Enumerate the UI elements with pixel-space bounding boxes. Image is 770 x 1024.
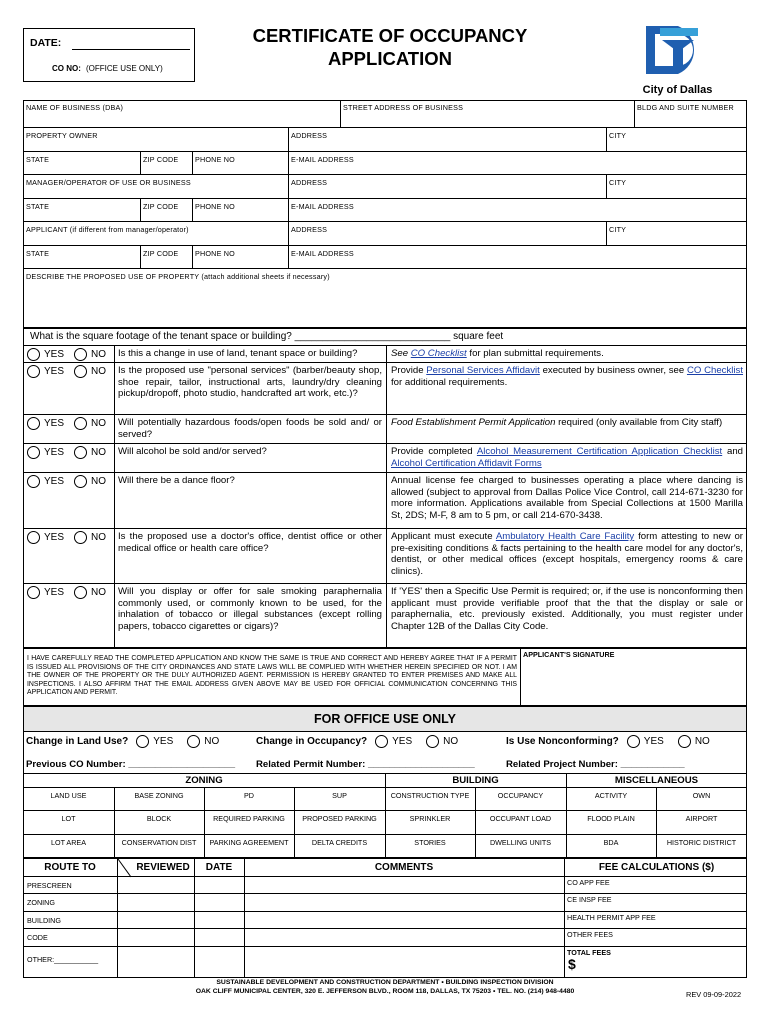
office-cell[interactable]: REQUIRED PARKING xyxy=(213,814,285,823)
route-to-header: ROUTE TO xyxy=(44,862,96,873)
applicant-signature-field[interactable]: APPLICANT'S SIGNATURE xyxy=(523,650,615,659)
route-row-label: BUILDING xyxy=(27,916,61,925)
q6-yes-radio[interactable] xyxy=(27,531,40,544)
q3-question: Will potentially hazardous foods/open foods be sold and/ or served? xyxy=(118,417,382,440)
route-row-label: CODE xyxy=(27,933,48,942)
q1-yes-no: YES NO xyxy=(27,348,106,361)
date-field[interactable] xyxy=(72,49,190,50)
office-cell[interactable]: LOT xyxy=(61,814,76,823)
fee-row-divider xyxy=(564,946,747,947)
q4-question: Will alcohol be sold and/or served? xyxy=(118,446,267,457)
office-cell[interactable]: BASE ZONING xyxy=(134,791,184,800)
office-cell[interactable]: SUP xyxy=(332,791,347,800)
q5-yes-radio[interactable] xyxy=(27,475,40,488)
q5-question: Will there be a dance floor? xyxy=(118,475,235,486)
co-no-label: CO NO: xyxy=(52,64,81,73)
office-cell[interactable]: ACTIVITY xyxy=(594,791,628,800)
route-row-divider xyxy=(23,928,564,929)
sqft-question[interactable]: What is the square footage of the tenant space or building? ____________________________ square feet xyxy=(30,331,504,342)
applicant-address-field[interactable]: ADDRESS xyxy=(291,225,328,234)
office-cell[interactable]: PARKING AGREEMENT xyxy=(209,838,289,847)
q2-question: Is the proposed use "personal services" (barber/beauty shop, shoe repair, tailor, instructional arts, laundry/dry cleaning pickup/dropoff, photo studio, handcrafted art work, etc.)? xyxy=(118,365,382,400)
q4-yes-radio[interactable] xyxy=(27,446,40,459)
title-line-1: CERTIFICATE OF OCCUPANCY xyxy=(252,25,528,46)
q6-no-radio[interactable] xyxy=(74,531,87,544)
q7-requirement: If 'YES' then a Specific Use Permit is required; or, if the use is nonconforming then applicant must provide verifiable proof that the that the display or sale or paraphernalia, etc. previously existed. Additionally, you must register under Chapter 12B of the Dallas City Code. xyxy=(391,586,743,632)
owner-state-field[interactable]: STATE xyxy=(26,155,50,164)
applicant-field[interactable]: APPLICANT (if different from manager/operator) xyxy=(26,225,189,234)
applicant-state-field[interactable]: STATE xyxy=(26,249,50,258)
applicant-email-field[interactable]: E-MAIL ADDRESS xyxy=(291,249,354,258)
misc-header: MISCELLANEOUS xyxy=(614,775,699,786)
street-address-field[interactable]: STREET ADDRESS OF BUSINESS xyxy=(343,103,464,112)
business-name-field[interactable]: NAME OF BUSINESS (DBA) xyxy=(26,103,124,112)
office-cell[interactable]: LOT AREA xyxy=(50,838,87,847)
q1-no-radio[interactable] xyxy=(74,348,87,361)
q4-requirement: Provide completed Alcohol Measurement Certification Application Checklist and Alcohol Certification Affidavit Forms xyxy=(391,446,743,469)
q1-yes-radio[interactable] xyxy=(27,348,40,361)
fee-label[interactable]: CO APP FEE xyxy=(567,878,610,887)
route-row-label: ZONING xyxy=(27,898,55,907)
footer-line-1: SUSTAINABLE DEVELOPMENT AND CONSTRUCTION DEPARTMENT • BUILDING INSPECTION DIVISION xyxy=(216,979,554,986)
manager-address-field[interactable]: ADDRESS xyxy=(291,178,328,187)
q3-yes-no: YES NO xyxy=(27,417,106,430)
office-cell[interactable]: DWELLING UNITS xyxy=(489,838,552,847)
route-row-divider xyxy=(23,893,564,894)
fee-calc-header: FEE CALCULATIONS ($) xyxy=(598,862,715,873)
route-row-divider xyxy=(23,911,564,912)
q1-question: Is this a change in use of land, tenant space or building? xyxy=(118,348,358,359)
office-cell[interactable]: FLOOD PLAIN xyxy=(587,814,635,823)
q6-requirement: Applicant must execute Ambulatory Health Care Facility form attesting to new or pre-exisiting conditions & facts pertaining to the health care model for any doctor's, dentist, or other medical offices (except hospitals, emergency rooms & care clinics). xyxy=(391,531,743,577)
q5-no-radio[interactable] xyxy=(74,475,87,488)
office-cell[interactable]: PROPOSED PARKING xyxy=(302,814,377,823)
change-land-use: Change in Land Use? YES NO xyxy=(26,736,220,747)
office-cell[interactable]: CONSTRUCTION TYPE xyxy=(390,791,470,800)
alcohol-checklist-link[interactable]: Alcohol Measurement Certification Application Checklist xyxy=(476,446,723,457)
q5-yes-no: YES NO xyxy=(27,475,106,488)
building-header: BUILDING xyxy=(452,775,499,786)
q5-requirement: Annual license fee charged to businesses operating a place where dancing is allowed (subject to approval from Dallas Police Vice Control, call 214-671-3230 for more information. Applications available from Special Collections at 1500 Marilla St, 2DS; M-F, 8 am to 5 pm, or call 214-670-3438. xyxy=(391,475,743,521)
office-cell[interactable]: PD xyxy=(244,791,254,800)
office-cell[interactable]: DELTA CREDITS xyxy=(311,838,368,847)
q1-requirement: See CO Checklist for plan submittal requirements. xyxy=(391,348,604,359)
manager-email-field[interactable]: E-MAIL ADDRESS xyxy=(291,202,354,211)
q7-no-radio[interactable] xyxy=(74,586,87,599)
personal-services-affidavit-link[interactable]: Personal Services Affidavit xyxy=(426,365,540,376)
nonconforming-no-radio[interactable] xyxy=(678,735,691,748)
related-permit-number[interactable]: Related Permit Number: ____________________ xyxy=(256,759,475,770)
applicant-city-field[interactable]: CITY xyxy=(609,225,627,234)
fee-label[interactable]: CE INSP FEE xyxy=(567,895,612,904)
date-label: DATE: xyxy=(30,37,62,49)
applicant-phone-field[interactable]: PHONE NO xyxy=(195,249,235,258)
logo-text: City of Dallas xyxy=(642,84,713,96)
office-cell[interactable]: CONSERVATION DIST xyxy=(121,838,197,847)
office-cell[interactable]: HISTORIC DISTRICT xyxy=(666,838,737,847)
q2-yes-radio[interactable] xyxy=(27,365,40,378)
owner-address-field[interactable]: ADDRESS xyxy=(291,131,328,140)
revision-date: REV 09-09-2022 xyxy=(686,990,742,999)
manager-field[interactable]: MANAGER/OPERATOR OF USE OR BUSINESS xyxy=(26,178,191,187)
change-land-no-radio[interactable] xyxy=(187,735,200,748)
fee-row-divider xyxy=(564,876,747,877)
q3-yes-radio[interactable] xyxy=(27,417,40,430)
fee-row-divider xyxy=(564,893,747,894)
office-cell[interactable]: OCCUPANCY xyxy=(497,791,544,800)
owner-city-field[interactable]: CITY xyxy=(609,131,627,140)
q4-yes-no: YES NO xyxy=(27,446,106,459)
manager-city-field[interactable]: CITY xyxy=(609,178,627,187)
owner-email-field[interactable]: E-MAIL ADDRESS xyxy=(291,155,354,164)
fee-row-divider xyxy=(564,911,747,912)
alcohol-affidavit-link[interactable]: Alcohol Certification Affidavit Forms xyxy=(391,457,542,469)
change-occupancy: Change in Occupancy? YES NO xyxy=(256,736,459,747)
zoning-header: ZONING xyxy=(185,775,223,786)
fee-label[interactable]: HEALTH PERMIT APP FEE xyxy=(567,913,656,922)
office-cell[interactable]: STORIES xyxy=(414,838,446,847)
co-checklist-link[interactable]: CO Checklist xyxy=(410,348,467,359)
bldg-suite-field[interactable]: BLDG AND SUITE NUMBER xyxy=(637,103,734,112)
change-occ-no-radio[interactable] xyxy=(426,735,439,748)
change-land-yes-radio[interactable] xyxy=(136,735,149,748)
owner-zip-field[interactable]: ZIP CODE xyxy=(143,155,179,164)
office-cell[interactable]: AIRPORT xyxy=(685,814,718,823)
office-cell[interactable]: OCCUPANT LOAD xyxy=(489,814,552,823)
q3-no-radio[interactable] xyxy=(74,417,87,430)
office-cell[interactable]: BDA xyxy=(603,838,619,847)
q2-yes-no: YES NO xyxy=(27,365,106,378)
q7-question: Will you display or offer for sale smoking paraphernalia commonly used, or commonly known to be used, for the inhalation of tobacco or illegal substances (except rolling papers, tobacco cigarettes or cigars)? xyxy=(118,586,382,632)
use-nonconforming: Is Use Nonconforming? YES NO xyxy=(506,736,710,747)
title-line-2: APPLICATION xyxy=(327,48,453,69)
dallas-d-logo-icon xyxy=(640,22,715,78)
office-cell[interactable]: SPRINKLER xyxy=(409,814,451,823)
date-header: DATE xyxy=(205,862,233,873)
fee-label[interactable]: TOTAL FEES xyxy=(567,948,611,957)
office-cell[interactable]: LAND USE xyxy=(50,791,87,800)
manager-zip-field[interactable]: ZIP CODE xyxy=(143,202,179,211)
q2-no-radio[interactable] xyxy=(74,365,87,378)
co-checklist-link-2[interactable]: CO Checklist xyxy=(686,365,744,376)
q2-requirement: Provide Personal Services Affidavit executed by business owner, see CO Checklist for additional requirements. xyxy=(391,365,744,388)
reviewed-slash-icon xyxy=(117,858,133,878)
fee-row-divider xyxy=(564,928,747,929)
fee-label[interactable]: OTHER FEES xyxy=(567,930,613,939)
route-row-divider xyxy=(23,946,564,947)
reviewed-header: REVIEWED xyxy=(136,862,190,873)
footer-line-2: OAK CLIFF MUNICIPAL CENTER, 320 E. JEFFERSON BLVD., ROOM 118, DALLAS, TX 75203 • TEL. NO. (214) 948-4480 xyxy=(195,988,575,995)
q7-yes-no: YES NO xyxy=(27,586,106,599)
route-row-label: OTHER:___________ xyxy=(27,955,99,964)
contact-info-grid xyxy=(23,100,747,328)
office-use-title: FOR OFFICE USE ONLY xyxy=(24,707,746,731)
manager-phone-field[interactable]: PHONE NO xyxy=(195,202,235,211)
office-cell[interactable]: BLOCK xyxy=(146,814,172,823)
describe-use-field[interactable]: DESCRIBE THE PROPOSED USE OF PROPERTY (attach additional sheets if necessary) xyxy=(26,272,330,281)
co-no-note: (OFFICE USE ONLY) xyxy=(86,64,163,73)
date-co-box xyxy=(23,28,195,82)
total-fees-dollar: $ xyxy=(568,956,576,972)
route-row-label: PRESCREEN xyxy=(27,881,72,890)
route-row-divider xyxy=(23,876,564,877)
owner-phone-field[interactable]: PHONE NO xyxy=(195,155,235,164)
city-of-dallas-logo xyxy=(640,22,715,94)
q6-yes-no: YES NO xyxy=(27,531,106,544)
ambulatory-health-care-link[interactable]: Ambulatory Health Care Facility xyxy=(495,531,635,542)
manager-state-field[interactable]: STATE xyxy=(26,202,50,211)
page-title xyxy=(205,24,575,70)
office-cell[interactable]: OWN xyxy=(692,791,711,800)
property-owner-field[interactable]: PROPERTY OWNER xyxy=(26,131,98,140)
certification-text: I HAVE CAREFULLY READ THE COMPLETED APPLICATION AND KNOW THE SAME IS TRUE AND CORRECT AND HEREBY AGREE THAT IF A PERMIT IS ISSUED ALL PROVISIONS OF THE CITY ORDINANCES AND STATE LAWS WILL BE COMPLIED WITH WHETHER HEREIN SPECIFIED OR NOT. I AM THE OWNER OF THE PROPERTY OR THE DULY AUTHORIZED AGENT. PERMISSION IS HEREBY GRANTED TO ENTER PREMISES AND MAKE ALL INSPECTIONS. I ALSO AFFIRM THAT THE EMAIL ADDRESS GIVEN ABOVE MAY BE USED FOR OFFICIAL COMMUNICATION CONCERNING THIS APPLICATION AND PERMIT. xyxy=(27,655,517,697)
previous-co-number[interactable]: Previous CO Number: ____________________ xyxy=(26,759,236,770)
q4-no-radio[interactable] xyxy=(74,446,87,459)
q6-question: Is the proposed use a doctor's office, dentist office or other medical office or health care office? xyxy=(118,531,382,554)
change-occ-yes-radio[interactable] xyxy=(375,735,388,748)
comments-header: COMMENTS xyxy=(374,862,434,873)
nonconforming-yes-radio[interactable] xyxy=(627,735,640,748)
related-project-number[interactable]: Related Project Number: ____________ xyxy=(506,759,685,770)
q7-yes-radio[interactable] xyxy=(27,586,40,599)
q3-requirement: Food Establishment Permit Application required (only available from City staff) xyxy=(391,417,723,428)
applicant-zip-field[interactable]: ZIP CODE xyxy=(143,249,179,258)
